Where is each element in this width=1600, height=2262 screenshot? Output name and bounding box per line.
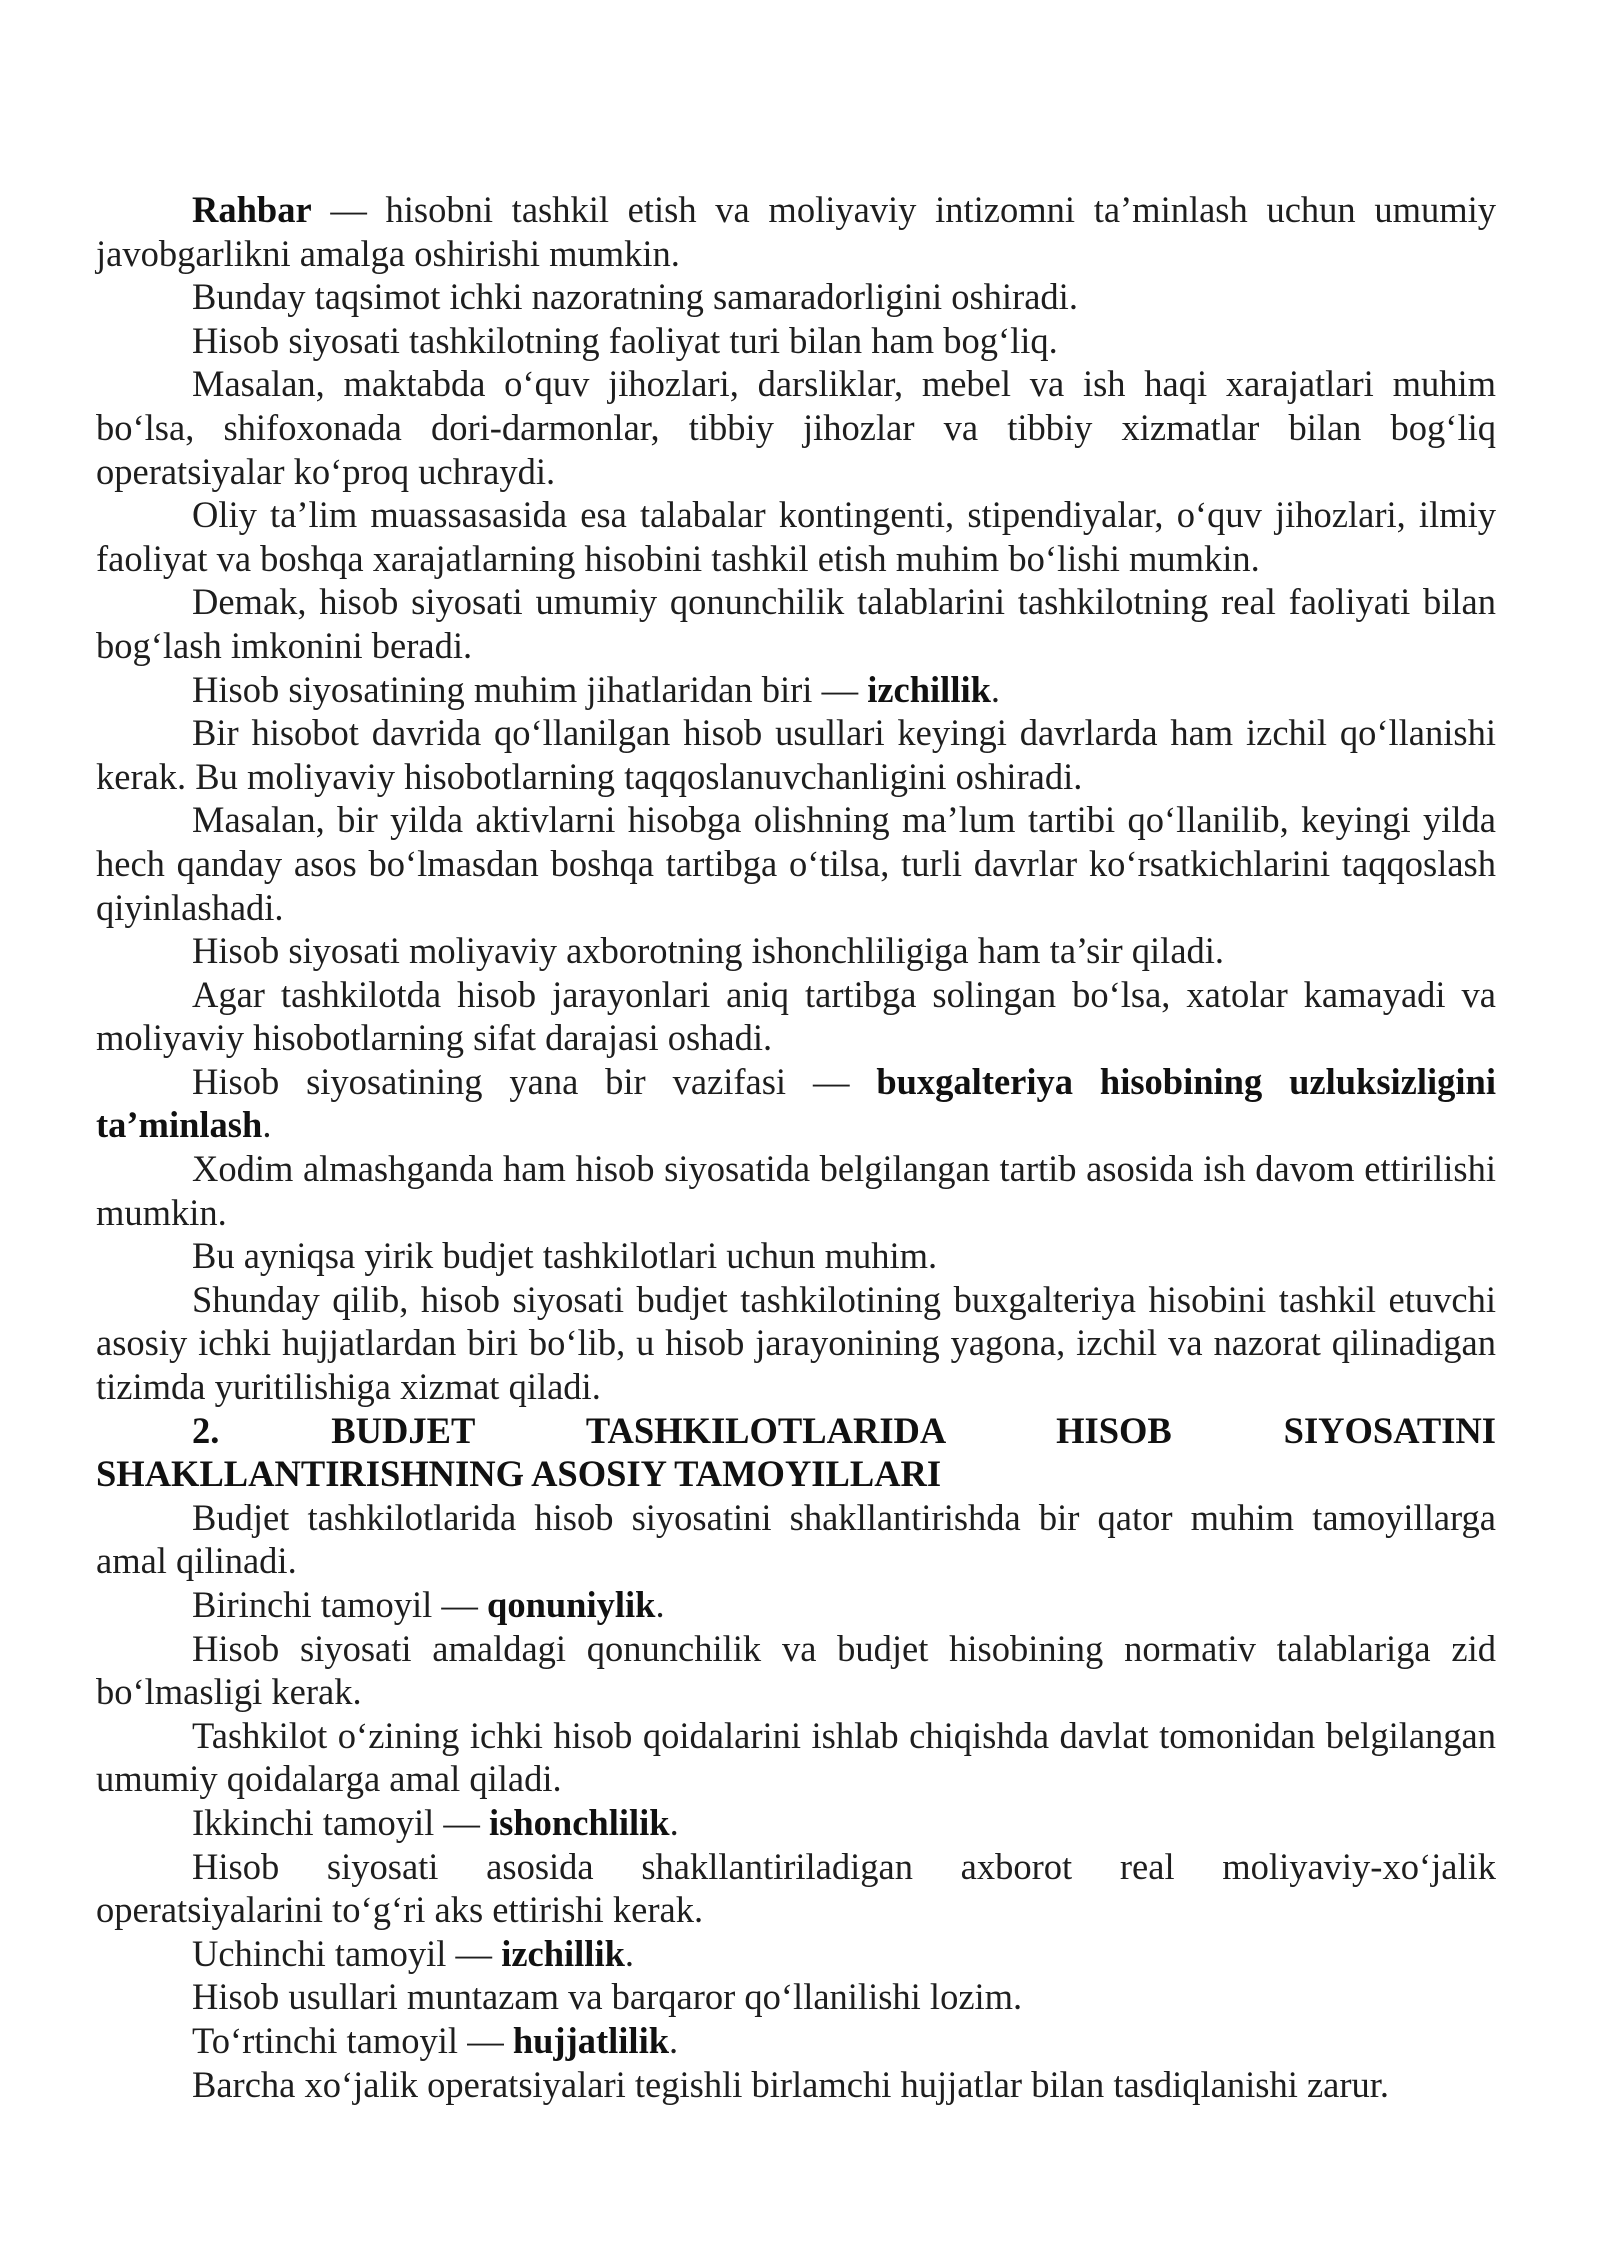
- paragraph: [96, 1234, 1496, 1278]
- paragraph: [96, 1975, 1496, 2019]
- paragraph: [96, 1627, 1496, 1714]
- paragraph: [96, 580, 1496, 667]
- paragraph: [96, 362, 1496, 493]
- text-run: — hisobni tashkil etish va moliyaviy intizomni ta’minlash uchun umumiy javobgarlikni amalga oshirishi mumkin.: [96, 189, 1496, 274]
- paragraph: [96, 188, 1496, 275]
- text-run: Hisob siyosati asosida shakllantiriladigan axborot real moliyaviy-xo‘jalik operatsiyalarini to‘g‘ri aks ettirishi kerak.: [96, 1845, 1496, 1931]
- text-run: Oliy ta’lim muassasasida esa talabalar kontingenti, stipendiyalar, o‘quv jihozlari, ilmiy faoliyat va boshqa xarajatlarning hisobini tashkil etish muhim bo‘lishi mumkin.: [96, 494, 1496, 579]
- text-run: Hisob siyosati amaldagi qonunchilik va budjet hisobining normativ talablariga zid bo‘lmasligi kerak.: [96, 1627, 1496, 1713]
- paragraph: [96, 1583, 1496, 1627]
- paragraph: [96, 1278, 1496, 1409]
- text-run: Hisob usullari muntazam va barqaror qo‘llanilishi lozim.: [192, 1976, 1023, 2018]
- paragraph: [96, 2019, 1496, 2063]
- paragraph: [96, 319, 1496, 363]
- bold-text: 2. BUDJET TASHKILOTLARIDA HISOB SIYOSATINI SHAKLLANTIRISHNING ASOSIY TAMOYILLARI: [96, 1409, 1496, 1495]
- text-run: .: [669, 1801, 679, 1843]
- paragraph: [96, 929, 1496, 973]
- text-run: Bu ayniqsa yirik budjet tashkilotlari uchun muhim.: [192, 1235, 938, 1277]
- text-run: Budjet tashkilotlarida hisob siyosatini shakllantirishda bir qator muhim tamoyillarga amal qilinadi.: [96, 1496, 1496, 1582]
- text-run: Barcha xo‘jalik operatsiyalari tegishli birlamchi hujjatlar bilan tasdiqlanishi zarur.: [192, 2063, 1390, 2105]
- bold-text: izchillik: [501, 1932, 625, 1974]
- text-run: Bunday taqsimot ichki nazoratning samaradorligini oshiradi.: [192, 276, 1078, 318]
- text-run: Uchinchi tamoyil —: [192, 1932, 502, 1974]
- text-run: Hisob siyosati tashkilotning faoliyat turi bilan ham bog‘liq.: [192, 319, 1058, 361]
- document-page: [96, 188, 1496, 2106]
- section-heading: [96, 1409, 1496, 1496]
- paragraph: [96, 1147, 1496, 1234]
- text-run: Birinchi tamoyil —: [192, 1584, 488, 1625]
- bold-text: buxgalteriya hisobining uzluksizligini ta’minlash: [96, 1060, 1496, 1146]
- text-run: Masalan, bir yilda aktivlarni hisobga olishning ma’lum tartibi qo‘llanilib, keyingi yilda hech qanday asos bo‘lmasdan boshqa tartibga o‘tilsa, turli davrlar ko‘rsatkichlarini taqqoslash qiyinlashadi.: [96, 799, 1496, 928]
- paragraph: [96, 1496, 1496, 1583]
- bold-text: qonuniylik: [487, 1584, 656, 1625]
- text-run: Hisob siyosatining yana bir vazifasi —: [192, 1060, 877, 1102]
- bold-text: izchillik: [867, 668, 991, 710]
- bold-text: Rahbar: [192, 189, 312, 230]
- text-run: To‘rtinchi tamoyil —: [192, 2019, 513, 2061]
- paragraph: [96, 1845, 1496, 1932]
- text-run: Shunday qilib, hisob siyosati budjet tashkilotining buxgalteriya hisobini tashkil etuvchi asosiy ichki hujjatlardan biri bo‘lib, u hisob jarayonining yagona, izchil va nazorat qilinadigan tizimda yuritilishiga xizmat qiladi.: [96, 1278, 1496, 1408]
- text-run: .: [624, 1932, 635, 1974]
- text-run: Hisob siyosatining muhim jihatlaridan biri —: [192, 668, 868, 710]
- paragraph: [96, 1932, 1496, 1976]
- paragraph: [96, 798, 1496, 929]
- text-run: Ikkinchi tamoyil —: [192, 1801, 490, 1843]
- paragraph: [96, 275, 1496, 319]
- text-run: Masalan, maktabda o‘quv jihozlari, darsliklar, mebel va ish haqi xarajatlari muhim bo‘lsa, shifoxonada dori-darmonlar, tibbiy jihozlar va tibbiy xizmatlar bilan bog‘liq operatsiyalar ko‘proq uchraydi.: [96, 363, 1496, 492]
- bold-text: hujjatlilik: [512, 2019, 670, 2061]
- text-run: Demak, hisob siyosati umumiy qonunchilik talablarini tashkilotning real faoliyati bilan bog‘lash imkonini beradi.: [96, 581, 1496, 666]
- paragraph: [96, 1714, 1496, 1801]
- text-run: Bir hisobot davrida qo‘llanilgan hisob usullari keyingi davrlarda ham izchil qo‘llanishi kerak. Bu moliyaviy hisobotlarning taqqoslanuvchanligini oshiradi.: [96, 712, 1496, 797]
- text-run: Agar tashkilotda hisob jarayonlari aniq tartibga solingan bo‘lsa, xatolar kamayadi va moliyaviy hisobotlarning sifat darajasi oshadi.: [96, 973, 1496, 1059]
- paragraph: [96, 493, 1496, 580]
- text-run: .: [262, 1104, 272, 1146]
- paragraph: [96, 2063, 1496, 2107]
- text-run: Tashkilot o‘zining ichki hisob qoidalarini ishlab chiqishda davlat tomonidan belgilangan umumiy qoidalarga amal qiladi.: [96, 1714, 1496, 1800]
- text-run: .: [655, 1584, 665, 1625]
- paragraph: [96, 1801, 1496, 1845]
- paragraph: [96, 973, 1496, 1060]
- text-run: .: [990, 668, 1001, 710]
- text-run: Hisob siyosati moliyaviy axborotning ishonchliligiga ham ta’sir qiladi.: [192, 930, 1225, 972]
- text-run: Xodim almashganda ham hisob siyosatida belgilangan tartib asosida ish davom ettirilishi mumkin.: [96, 1148, 1496, 1233]
- paragraph: [96, 1060, 1496, 1147]
- bold-text: ishonchlilik: [489, 1801, 670, 1843]
- text-run: .: [669, 2019, 679, 2061]
- paragraph: [96, 668, 1496, 712]
- paragraph: [96, 711, 1496, 798]
